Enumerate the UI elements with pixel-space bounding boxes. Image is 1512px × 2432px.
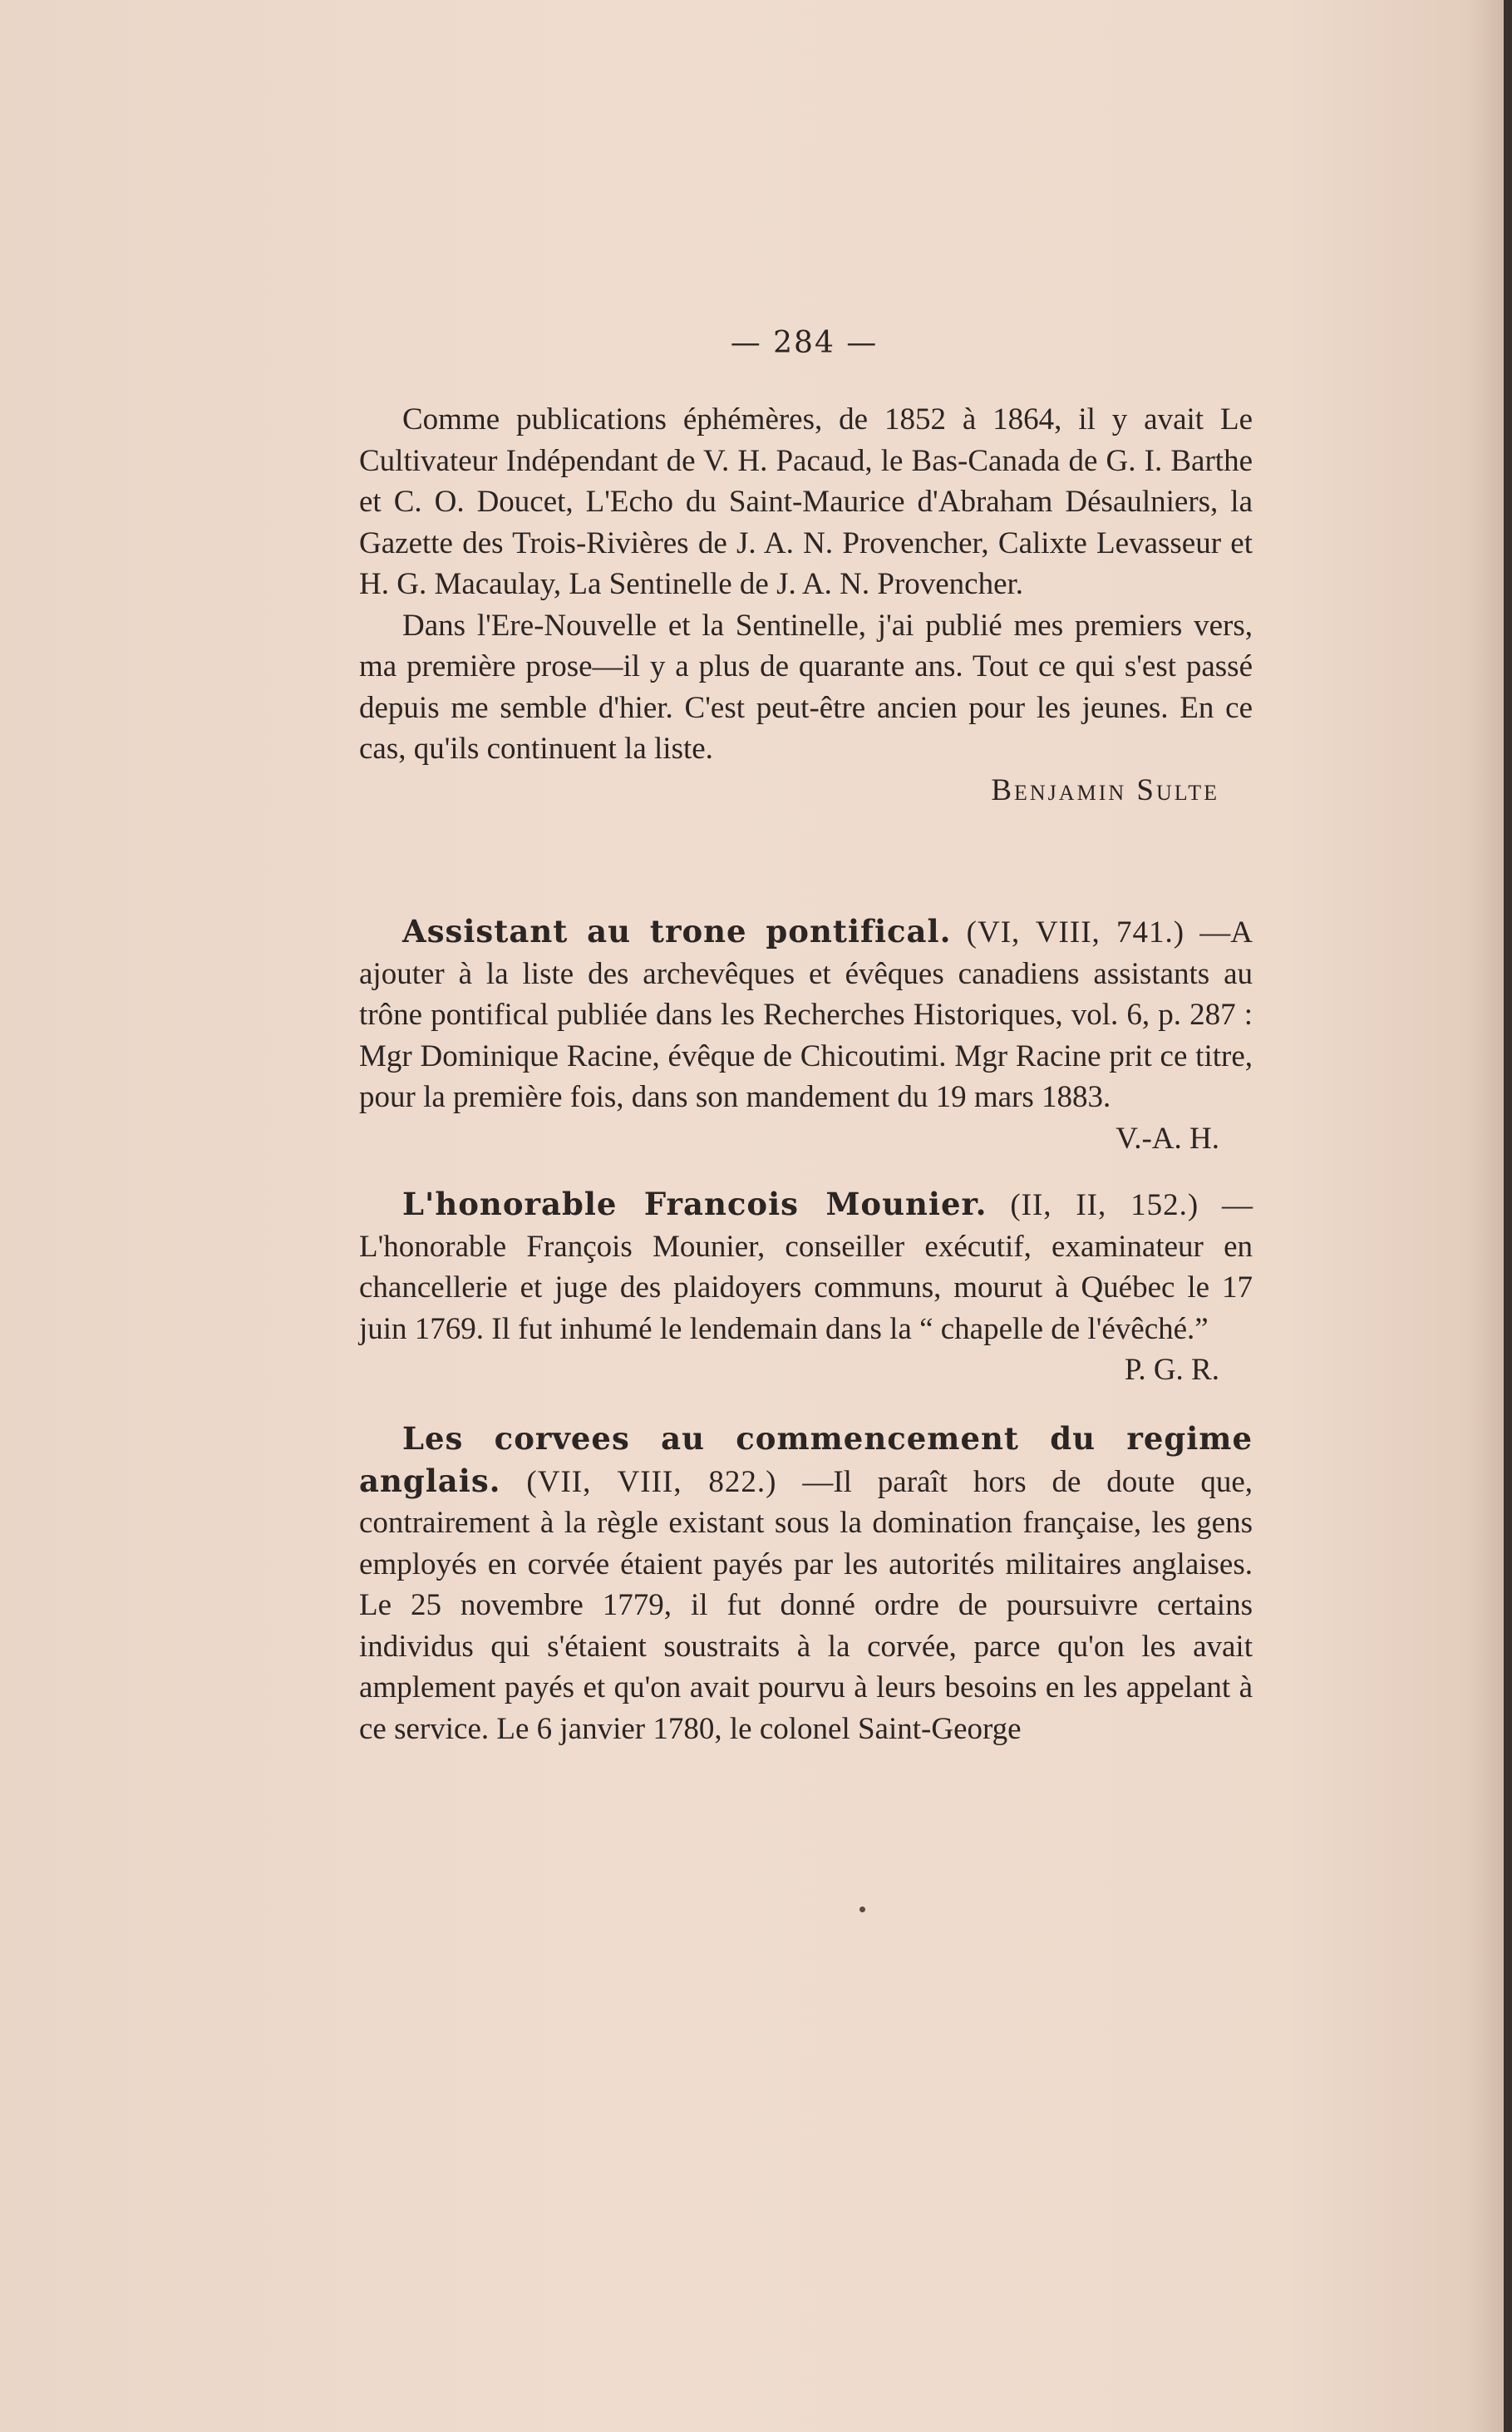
- page-number: — 284 —: [730, 326, 879, 360]
- entry-reference: (II, II, 152.): [1010, 1188, 1199, 1222]
- entry-initials: P. G. R.: [1124, 1353, 1219, 1387]
- entry-corvees: [359, 1418, 1253, 1749]
- entry-heading: Assistant au trone pontifical.: [402, 913, 952, 950]
- entry-heading: L'honorable Francois Mounier.: [402, 1186, 987, 1222]
- entry-heading: Les corvees au commencement du regime anglais.: [359, 1420, 1253, 1499]
- ink-spot: [859, 1907, 865, 1912]
- entry-reference: (VII, VIII, 822.): [526, 1464, 777, 1499]
- signature: Benjamin Sulte: [991, 772, 1219, 807]
- entry-francois-mounier: [359, 1184, 1253, 1391]
- intro-paragraph-1: Comme publications éphémères, de 1852 à 1864, il y avait Le Cultivateur Indépendant de V. H. Pacaud, le Bas-Canada de G. I. Barthe et C. O. Doucet, L'Echo du Saint-Maurice d'Abraham Désaulniers, la Gazette des Trois-Rivières de J. A. N. Provencher, Calixte Levasseur et H. G. Macaulay, La Sentinelle de J. A. N. Provencher.: [359, 402, 1253, 601]
- entry-body: —Il paraît hors de doute que, contrairement à la règle existant sous la domination française, les gens employés en corvée étaient payés par les autorités militaires anglaises. Le 25 novembre 1779, il fut donné ordre de poursuivre certains individus qui s'étaient soustraits à la corvée, parce qu'on les avait amplement payés et qu'on avait pourvu à leurs besoins en les appelant à ce service. Le 6 janvier 1780, le colonel Saint-George: [359, 1464, 1253, 1746]
- intro-section: [359, 399, 1253, 811]
- entry-assistant-trone: [359, 911, 1253, 1159]
- page-edge: [1504, 0, 1512, 2432]
- entry-reference: (VI, VIII, 741.): [966, 915, 1185, 950]
- entry-body: —A ajouter à la liste des archevêques et évêques canadiens assistants au trône pontifical publiée dans les Recherches Historiques, vol. 6, p. 287 : Mgr Dominique Racine, évêque de Chicoutimi. Mgr Racine prit ce titre, pour la première fois, dans son mandement du 19 mars 1883.: [359, 915, 1253, 1114]
- intro-paragraph-2: Dans l'Ere-Nouvelle et la Sentinelle, j'ai publié mes premiers vers, ma première prose—il y a plus de quarante ans. Tout ce qui s'est passé depuis me semble d'hier. C'est peut-être ancien pour les jeunes. En ce cas, qu'ils continuent la liste.: [359, 608, 1253, 766]
- entry-body: —L'honorable François Mounier, conseiller exécutif, examinateur en chancellerie et juge des plaidoyers communs, mourut à Québec le 17 juin 1769. Il fut inhumé le lendemain dans la “ chapelle de l'évêché.”: [359, 1188, 1253, 1346]
- entry-initials: V.-A. H.: [1116, 1121, 1219, 1156]
